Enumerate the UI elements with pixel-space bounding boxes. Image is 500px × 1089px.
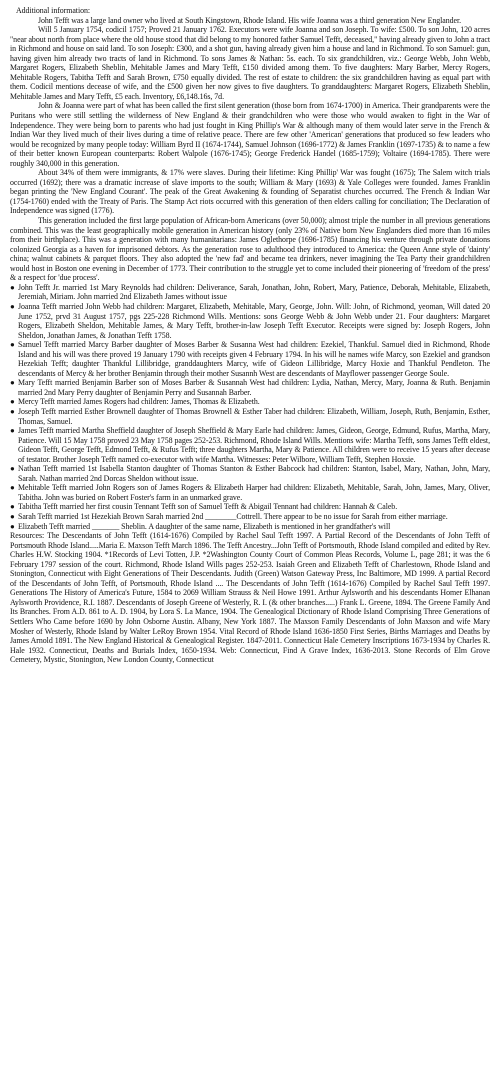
list-item-text: Nathan Tefft married 1st Isabella Stanton daughter of Thomas Stanton & Esther Babcock had children: Stanton, Isabel, Mary, Nathan, John, Mary, Sarah. Nathan married 2nd Dorcas Sheldon without issue.	[18, 464, 490, 483]
list-item-text: Mary Tefft married Benjamin Barber son of Moses Barber & Susannah West had children: Lydia, Nathan, Mercy, Mary, Joanna & Ruth. Benjamin married 2nd Mary Perry daughter of Benjamin Perry and Susannah Barber.	[18, 378, 490, 397]
paragraph-intro: John Tefft was a large land owner who lived at South Kingstown, Rhode Island. His wife Joanna was a third generation New Englander.	[38, 15, 462, 25]
section-heading: Additional information:	[16, 6, 91, 15]
paragraph-silent-generation: John & Joanna were part of what has been called the first silent generation (those born from 1674-1700) in America. Their grandparents were the Puritans who were still settling the wilderness of New England & their grandchildren who were those who would awaken to fight in the War of Independence. They were being born to parents who had just fought in King Phillip's War & although many of them would later serve in the French & Indian War they lived much of their lives during a time of relative peace. There are few other 'American' generations that produced so few leaders who would be recognized by many people today: William Byrd II (1674-1744), Samuel Johnson (1696-1772) & James Franklin (1697-1735) & to name a few of their better known European counterparts: Robert Walpole (1676-1745); George Frederick Handel (1685-1759); Voltaire (1694-1785). There were roughly 340,000 in this generation.	[10, 101, 490, 168]
paragraph-lifetime-events: About 34% of them were immigrants, & 17% were slaves. During their lifetime: King Phillip' War was fought (1675); The Salem witch trials occurred (1692); there was a dramatic increase of slave imports to the south; William & Mary (1693) & Yale Colleges were founded. James Franklin began printing the 'New England Courant'. The peak of the Great Awakening & founding of Separatist churches occurred. The French & Indian War (1754-1760) ended with the Treaty of Paris. The Stamp Act riots occurred with this generation of then elders calling for conciliation; The Declaration of Independence was signed (1776).	[10, 168, 490, 216]
bullet-icon: ●	[10, 301, 15, 311]
list-item-text: Mercy Tefft married James Rogers had children: James, Thomas & Elizabeth.	[18, 397, 260, 407]
paragraph-will: Will 5 January 1754, codicil 1757; Proved 21 January 1762. Executors were wife Joanna and son Joseph. To wife: £500. To son John, 120 acres "near about north from place where the old house stood that did belong to my honored father Samuel Tefft, deceased," having already given to John a tract in Richmond and house on said land. To son Joseph: £300, and a shot gun, having already given him a house and land in Richmond. To son Samuel: gun, having given him already two tracts of land in Richmond. To sons James & Nathan: 5s. each. To six grandchildren, viz.: George Webb, John Webb, Margaret Rogers, Elizabeth Sheblin, Mehitable James and Mary Tefft, £150 divided among them. To five daughters: Mary Barber, Mercy Rogers, Mehitable Rogers, Tabitha Tefft and Sarah Brown, £750 equally divided. The rest of estate to children: the six grandchildren having as equal part with them. Codicil mentions decease of wife, and the £500 given her now gives to five daughters. To granddaughters: Margaret Rogers, Elizabeth Sheblin, Mehitable James and Mary Tefft, £5 each. Inventory, £6,148.16s, 7d.	[10, 25, 491, 101]
bullet-icon: ●	[10, 397, 15, 407]
list-item	[10, 397, 490, 407]
list-item	[10, 522, 490, 532]
document-page	[10, 0, 490, 665]
bullet-icon: ●	[10, 483, 15, 493]
list-item-text: James Tefft married Martha Sheffield daughter of Joseph Sheffield & Mary Earle had children: James, Gideon, George, Edmund, Rufus, Martha, Mary, Patience. Will 15 May 1758 proved 23 May 1758 pages 252-253. Richmond, Rhode Island Wills. Mentions wife: Martha Tefft, sons James Tefft eldest, Gideon Tefft, George Tefft, Edmond Tefft, & Rufus Tefft; three daughters Martha, Mary & Patience. All children were to receive 15 years after decease of testator. Brother Joseph Tefft named co-executor with wife Martha. Witnesses: Peter Wilbore, William Tefft, Stephen Hoxsie.	[18, 426, 490, 464]
list-item	[10, 378, 490, 397]
bullet-icon: ●	[10, 521, 15, 531]
list-item	[10, 283, 490, 302]
list-item-text: Tabitha Tefft married her first cousin Tennant Tefft son of Samuel Tefft & Abigail Tennant had children: Hannah & Caleb.	[18, 502, 398, 512]
bullet-icon: ●	[10, 340, 15, 350]
list-item-text: Joanna Tefft married John Webb had children: Margaret, Elizabeth, Mehitable, Mary, George, John. Will: John, of Richmond, yeoman, Will dated 20 June 1752, prvd 31 August 1757, pgs 225-228 Richmond Wills. Mentions: sons George Webb & John Webb under 21. Four daughters: Margaret Rogers, Elizabeth Sheldon, Mehitable James, & Mary Tefft, brother-in-law Joseph Tefft Executor. Receipts were signed by: Joseph Rogers, John Sheldon, Jonathan James, & Jonathan Tefft 1758.	[18, 301, 490, 340]
bullet-icon: ●	[10, 511, 15, 521]
list-item	[10, 426, 490, 464]
list-item-text: Elizabeth Tefft married _______ Sheblin. A daughter of the same name, Elizabeth is mentioned in her grandfather's will	[18, 521, 391, 531]
list-item-text: Joseph Tefft married Esther Brownell daughter of Thomas Brownell & Esther Taber had children: Elizabeth, William, Joseph, Ruth, Benjamin, Esther, Thomas, Samuel.	[18, 406, 490, 426]
list-item	[10, 302, 490, 340]
list-item	[10, 483, 490, 502]
list-item	[10, 464, 490, 483]
bullet-icon: ●	[10, 502, 15, 512]
list-item	[10, 340, 490, 378]
bullet-icon: ●	[10, 406, 15, 416]
paragraph-generation-traits: This generation included the first large population of African-born Americans (over 50,000); almost triple the number in all previous generations combined. This was the least geographically mobile generation in American history (only 23% of Native born New Englanders died more than 16 miles from their birthplace). This was a generation with many humanitarians: James Oglethorpe (1696-1785) financing his venture through private donations colonized Georgia as a haven for imprisoned debtors. As the generation rose to adulthood they introduced to America: the Queen Anne style of 'dainty' china; walnut cabinets & parquet floors. They also adopted the 'new fad' and became tea drinkers, never imagining the Tea Party their grandchildren would host in Boston one evening in December of 1773. Their contribution to the struggle yet to come included their pioneering of 'freedom of the press' & a respect for 'due process'.	[10, 216, 490, 283]
list-item-text: Mehitable Tefft married John Rogers son of James Rogers & Elizabeth Harper had children: Elizabeth, Mehitable, Sarah, John, James, Mary, Oliver, Tabitha. John was buried on Robert Foster's farm in an unmarked grave.	[18, 483, 490, 502]
bullet-icon: ●	[10, 426, 15, 436]
children-list	[10, 283, 490, 531]
list-item-text: Sarah Tefft married 1st Hezekiah Brown Sarah married 2nd ________Cottrell. There appear to be no issue for Sarah from either marriage.	[18, 511, 448, 521]
resources-section: Resources: The Descendants of John Tefft (1614-1676) Compiled by Rachel Saul Tefft 1997. A Partial Record of the Descendants of John Tefft of Portsmouth Rhode Island.....Maria E. Maxson Tefft March 1896. The Tefft Ancestry...John Tefft of Portsmouth, Rhode Island compiled and edited by Rev. Charles H.W. Stocking 1904. *1Records of Levi Totten, J.P. *2Washington County Court of Common Pleas Records, Volume L, page 281; it was the 6 February 1797 session of the court. Richmond, Rhode Island Wills pages 252-253. Isaiah Green and Elizabeth Tefft of Charlestown, Rhode Island and Stonington, Connecticut with Eight Generations of Their Descendants. Judith (Green) Watson Gateway Press, Inc Baltimore, MD 1999. A partial Record of the Descendants of John Tefft, of Portsmouth, Rhode Island .... The Descendants of John Tefft (1614-1676) Compiled by Rachel Saul Tefft 1997. Generations The History of America's Future, 1584 to 2069 William Strauss & Neil Howe 1991. Arthur Aylsworth and his descendants Homer Elhanan Aylsworth Providence, R.I. 1887. Descendants of Joseph Greene of Westerly, R. I. (& other branches.....) Frank L. Greene, 1894. The Greene Family And Its Branches. From A.D. 861 to A. D. 1904, by Lora S. La Mance, 1904. The Genealogical Dictionary of Rhode Island Comprising Three Generations of Settlers Who Came before 1690 by John Osborne Austin. Albany, New York 1887. The Maxson Family Descendants of John Maxson and wife Mary Mosher of Westerly, Rhode Island by Walter LeRoy Brown 1954. Vital Record of Rhode Island 1636-1850 First Series, Births Marriages and Deaths by James Arnold 1891. The New England Historical & Genealogical Register. 1847-2011. Connecticut Hale Cemetery Inscriptions 1673-1934 by Charles R. Hale 1932. Connecticut, Deaths and Burials Index, 1650-1934. Web: Connecticut, Find A Grave Index, 1636-2013. Stone Records of Elm Grove Cemetery, Mystic, Stonington, New London County, Connecticut	[10, 531, 490, 665]
bullet-icon: ●	[10, 282, 15, 292]
list-item	[10, 512, 490, 522]
list-item-text: John Tefft Jr. married 1st Mary Reynolds had children: Deliverance, Sarah, Jonathan, John, Robert, Mary, Patience, Deborah, Mehitable, Elizabeth, Jeremiah, Miriam. John married 2nd Elizabeth James without issue	[18, 282, 490, 302]
bullet-icon: ●	[10, 378, 15, 388]
bullet-icon: ●	[10, 464, 15, 474]
list-item	[10, 407, 490, 426]
list-item-text: Samuel Tefft married Marcy Barber daughter of Moses Barber & Susanna West had children: Ezekiel, Thankful. Samuel died in Richmond, Rhode Island and his will was there proved 19 January 1790 with receipts given 4 February 1794. In his will he names wife Marcy, son Ezekiel and grandson Hezekiah Tefft; daughter Thankful Lillibridge, granddaughters Marcy, wife of Gideon Lillibridge, Marcy Hoxie and Thankful Pendleton. The descendants of Mercy & her brother Benjamin through their mother Susannh West are descendants of Mayflower passenger George Soule.	[18, 340, 490, 378]
list-item	[10, 502, 490, 512]
